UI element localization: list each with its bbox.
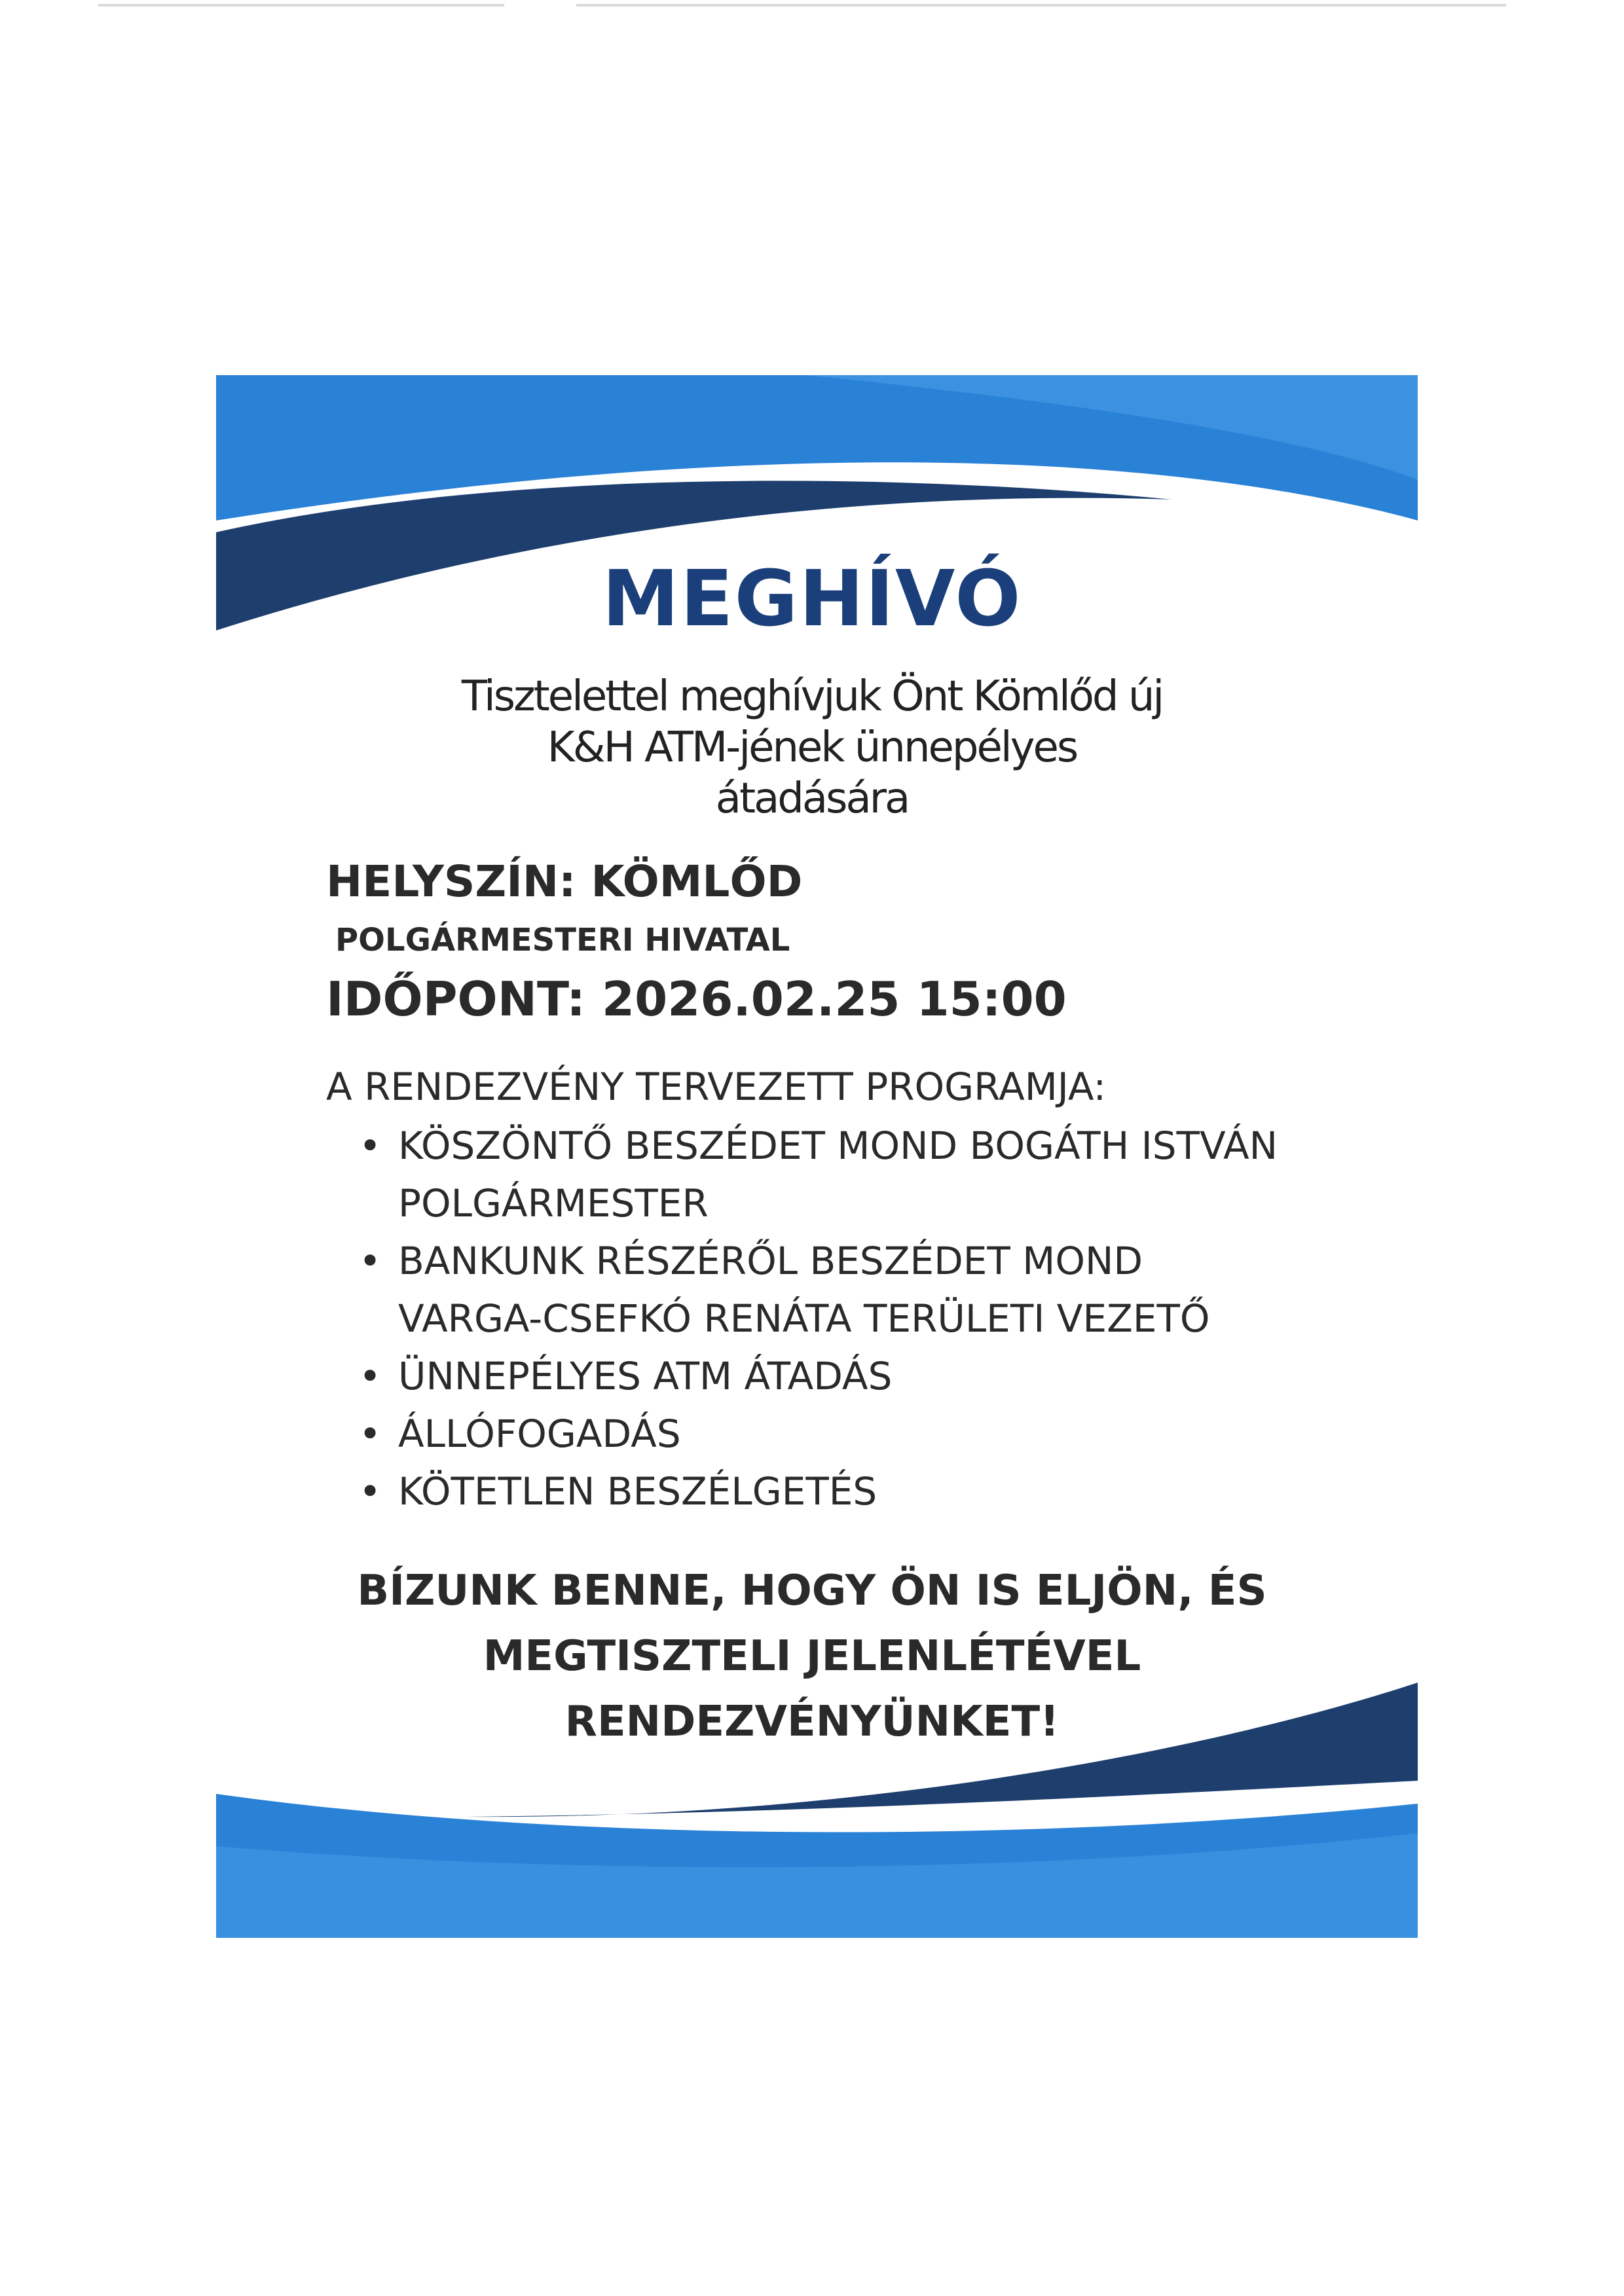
list-item (326, 1347, 1348, 1405)
list-item-line: KÖTETLEN BESZÉLGETÉS (398, 1469, 877, 1514)
bottom-wave-banner (216, 1683, 1418, 1938)
list-item (326, 1405, 1348, 1463)
scan-line (98, 4, 504, 7)
list-item-line: ÜNNEPÉLYES ATM ÁTADÁS (398, 1354, 893, 1398)
scan-line (576, 4, 891, 7)
list-item-line: BANKUNK RÉSZÉRŐL BESZÉDET MOND (398, 1239, 1143, 1283)
closing-line: BÍZUNK BENNE, HOGY ÖN IS ELJÖN, ÉS (357, 1567, 1267, 1615)
intro-text (0, 671, 1624, 824)
list-item-line: ÁLLÓFOGADÁS (398, 1412, 681, 1456)
intro-line: K&H ATM-jének ünnepélyes (547, 723, 1077, 772)
time-label: IDŐPONT: 2026.02.25 15:00 (326, 972, 1067, 1027)
program-heading: A RENDEZVÉNY TERVEZETT PROGRAMJA: (326, 1065, 1107, 1109)
list-item-line: KÖSZÖNTŐ BESZÉDET MOND BOGÁTH ISTVÁN (398, 1123, 1278, 1168)
intro-line: átadására (715, 774, 909, 823)
bullet-icon: • (359, 1469, 382, 1514)
program-list (326, 1117, 1348, 1520)
bullet-icon: • (359, 1412, 382, 1456)
bullet-icon: • (359, 1239, 382, 1283)
invitation-title: MEGHÍVÓ (602, 553, 1022, 644)
closing-line: RENDEZVÉNYÜNKET! (564, 1698, 1060, 1746)
venue-detail: POLGÁRMESTERI HIVATAL (335, 922, 790, 958)
bullet-icon: • (359, 1123, 382, 1168)
list-item-line: POLGÁRMESTER (398, 1181, 709, 1226)
scan-line (877, 4, 1506, 7)
list-item (326, 1463, 1348, 1520)
list-item (326, 1232, 1348, 1347)
closing-line: MEGTISZTELI JELENLÉTÉVEL (483, 1632, 1141, 1681)
intro-line: Tisztelettel meghívjuk Önt Kömlőd új (461, 672, 1163, 721)
venue-label: HELYSZÍN: KÖMLŐD (326, 856, 803, 907)
list-item (326, 1117, 1348, 1232)
bullet-icon: • (359, 1354, 382, 1398)
list-item-line: VARGA-CSEFKÓ RENÁTA TERÜLETI VEZETŐ (398, 1296, 1210, 1341)
